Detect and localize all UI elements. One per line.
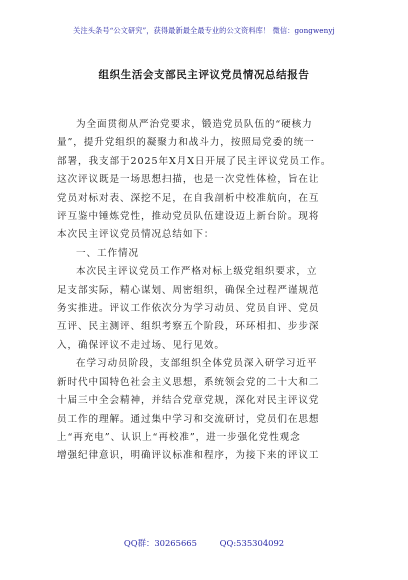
document-title: 组织生活会支部民主评议党员情况总结报告 [98,69,310,81]
section-heading: 一、工作情况 [76,247,139,259]
body-line: 量”，提升党组织的凝聚力和战斗力，按照局党委的统一 [57,137,315,149]
footer-contacts [0,537,408,549]
body-line: 评互鉴中锤炼党性，推动党员队伍建设迈上新台阶。现将 [57,211,320,223]
body-line: 员工作的理解。通过集中学习和交流研讨，党员们在思想 [57,413,320,425]
body-line: 入，确保评议不走过场、见行见效。 [57,339,225,351]
body-line: 上“再充电”、认识上“再校准”，进一步强化党性观念 [57,431,301,443]
body-line: 党员对标对表、深挖不足，在自我剖析中校准航向，在互 [57,192,320,204]
body-line: 部署，我支部于2025年X月X日开展了民主评议党员工作。 [57,155,332,167]
body-line: 足支部实际，精心谋划、周密组织，确保全过程严谨规范 [57,284,320,296]
body-line: 本次民主评议党员工作严格对标上级党组织要求，立 [76,266,318,278]
body-line: 这次评议既是一场思想扫描，也是一次党性体检，旨在让 [57,174,320,186]
body-line: 为全面贯彻从严治党要求，锻造党员队伍的“硬核力 [76,119,313,130]
body-line: 十届三中全会精神，并结合党章党规，深化对民主评议党 [57,395,320,407]
footer-qq-group: QQ群：30265665 [123,538,197,548]
body-line: 新时代中国特色社会主义思想，系统领会党的二十大和二 [57,376,320,388]
body-line: 在学习动员阶段，支部组织全体党员深入研学习近平 [76,358,318,370]
document-body [57,116,357,466]
body-line: 务实推进。评议工作依次分为学习动员、党员自评、党员 [57,303,320,315]
header-banner: 关注头条号“公文研究”，获得最新最全最专业的公文资料库！ 微信：gongwenyj [73,26,335,35]
body-line: 增强纪律意识，明确评议标准和程序，为接下来的评议工 [57,450,320,462]
footer-qq-number: QQ:535304092 [219,538,285,548]
body-line: 互评、民主测评、组织考察五个阶段，环环相扣、步步深 [57,321,320,333]
body-line: 本次民主评议党员情况总结如下： [57,229,215,241]
